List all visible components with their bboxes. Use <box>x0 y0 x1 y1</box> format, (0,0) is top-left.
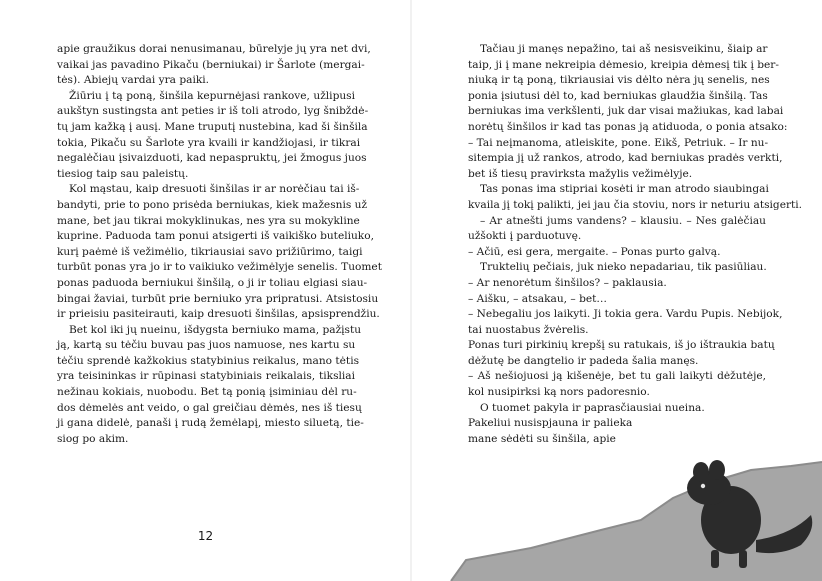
text-line: tai nuostabus žvėrelis. <box>468 323 589 336</box>
text-line: – Ar atnešti jums vandens? – klausiu. – Nes galėčiau <box>480 214 766 227</box>
text-line: ponas paduoda berniukui šinšilą, o ji ir toliau elgiasi siau- <box>57 276 368 289</box>
text-line: dos dėmelės ant veido, o gal greičiau dėmės, nes iš tiesų <box>57 401 362 414</box>
text-line: siog po akim. <box>57 432 129 445</box>
text-line: turbūt ponas yra jo ir to vaikiuko vežimėlyje senelis. Tuomet <box>57 261 382 274</box>
text-line: Tas ponas ima stipriai kosėti ir man atrodo siaubingai <box>480 183 769 196</box>
text-line: berniukas ima verkšlenti, juk dar visai mažiukas, kad labai <box>468 105 784 118</box>
text-line: Kol mąstau, kaip dresuoti šinšilas ir ar norėčiau tai iš- <box>69 183 360 196</box>
right-page <box>411 0 822 581</box>
text-line: apie graužikus dorai nenusimanau, būrelyje jų yra net dvi, <box>57 43 371 55</box>
text-line: dėžutę be dangtelio ir padeda šalia manęs. <box>468 354 699 367</box>
text-line: tės). Abiejų vardai yra paiki. <box>57 74 210 87</box>
text-line: Tačiau ji manęs nepažino, tai aš nesisveikinu, šiaip ar <box>480 43 768 55</box>
chinchilla-eye <box>701 484 705 488</box>
text-line: kvaila jį tokį palikti, jei jau čia stoviu, nors ir neturiu atsigerti. <box>468 198 803 211</box>
text-line: Žiūriu į tą poną, šinšila kepurnėjasi rankove, užlipusi <box>69 89 355 102</box>
left-page-text <box>57 42 382 447</box>
text-line: niuką ir tą poną, tikriausiai vis dėlto nėra jų senelis, nes <box>468 74 770 87</box>
text-line: tiesiog taip sau paleistų. <box>57 167 189 180</box>
text-line: vaikai jas pavadino Pikaču (berniukai) ir Šarlote (mergai- <box>57 58 365 71</box>
text-line: – Ar nenorėtum šinšilos? – paklausia. <box>468 276 667 289</box>
text-line: sitempia jį už rankos, atrodo, kad berniukas pradės verkti, <box>468 152 783 165</box>
text-line: – Tai neįmanoma, atleiskite, pone. Eikš, Petriuk. – Ir nu- <box>468 136 769 149</box>
text-line: – Aišku, – atsakau, – bet… <box>468 292 607 305</box>
text-line: O tuomet pakyla ir paprasčiausiai nueina. <box>480 401 705 414</box>
text-line: tėčiu sprendė kažkokius statybinius reikalus, mano tėtis <box>57 354 360 367</box>
text-line: taip, ji į mane nekreipia dėmesio, kreipia dėmesį tik į ber- <box>468 58 779 71</box>
text-line: kol nusipirksi ką nors padoresnio. <box>468 386 650 399</box>
text-line: – Aš nešiojuosi ją kišenėje, bet tu gali laikyti dėžutėje, <box>468 370 766 383</box>
text-line: bet iš tiesų pravirksta mažylis vežimėlyje. <box>468 167 693 180</box>
text-line: – Nebegaliu jos laikyti. Ji tokia gera. Vardu Pupis. Nebijok, <box>468 308 783 321</box>
text-line: Truktelių pečiais, juk nieko nepadariau, tik pasiūliau. <box>480 261 767 274</box>
text-line: ir prieisiu pasiteirauti, kaip dresuoti šinšilas, apsisprendžiu. <box>57 308 380 321</box>
text-line: užšokti į parduotuvę. <box>468 230 582 243</box>
right-page-text <box>468 42 803 447</box>
text-line: ponia įsiutusi dėl to, kad berniukas glaudžia šinšilą. Tas <box>468 89 768 102</box>
text-line: ją, kartą su tėčiu buvau pas juos namuose, nes kartu su <box>57 339 356 352</box>
text-line: Bet kol iki jų nueinu, išdygsta berniuko mama, pažįstu <box>69 323 362 336</box>
page-number: 12 <box>197 529 214 543</box>
text-line: Pakeliui nusispjauna ir palieka <box>468 417 633 430</box>
text-line: nežinau kokiais, nuobodu. Bet tą ponią įsiminiau dėl ru- <box>57 386 357 399</box>
text-line: – Ačiū, esi gera, mergaite. – Ponas purto galvą. <box>468 245 721 258</box>
text-line: mane, bet jau tikrai mokyklinukas, nes yra su mokykline <box>57 214 360 227</box>
text-line: tokia, Pikaču su Šarlote yra kvaili ir kandžiojasi, ir tikrai <box>57 136 361 149</box>
text-line: bandyti, prie to pono prisėda berniukas, kiek mažesnis už <box>57 198 368 211</box>
text-line: aukštyn sustingsta ant peties ir iš toli atrodo, lyg šnibždė- <box>57 105 369 118</box>
text-line: kuprine. Paduoda tam ponui atsigerti iš vaikiško buteliuko, <box>57 230 374 243</box>
text-line: kurį paėmė iš vežimėlio, tikriausiai savo prižiūrimo, taigi <box>57 245 363 258</box>
text-line: bingai žaviai, turbūt prie berniuko yra pripratusi. Atsistosiu <box>57 292 379 305</box>
text-line: tų jam kažką į ausį. Mane truputį nustebina, kad ši šinšila <box>57 120 368 133</box>
text-line: yra teisininkas ir rūpinasi statybiniais reikalais, tiksliai <box>57 370 355 383</box>
text-line: norėtų šinšilos ir kad tas ponas ją atiduoda, o ponia atsako: <box>468 120 788 133</box>
text-line: Ponas turi pirkinių krepšį su ratukais, iš jo ištraukia batų <box>468 339 775 352</box>
text-line: mane sėdėti su šinšila, apie <box>468 432 616 445</box>
text-line: ji gana didelė, panaši į rudą žemėlapį, miesto siluetą, tie- <box>57 417 364 430</box>
text-line: negalėčiau įsivaizduoti, kad nepaspruktų, jei žmogus juos <box>57 152 367 165</box>
